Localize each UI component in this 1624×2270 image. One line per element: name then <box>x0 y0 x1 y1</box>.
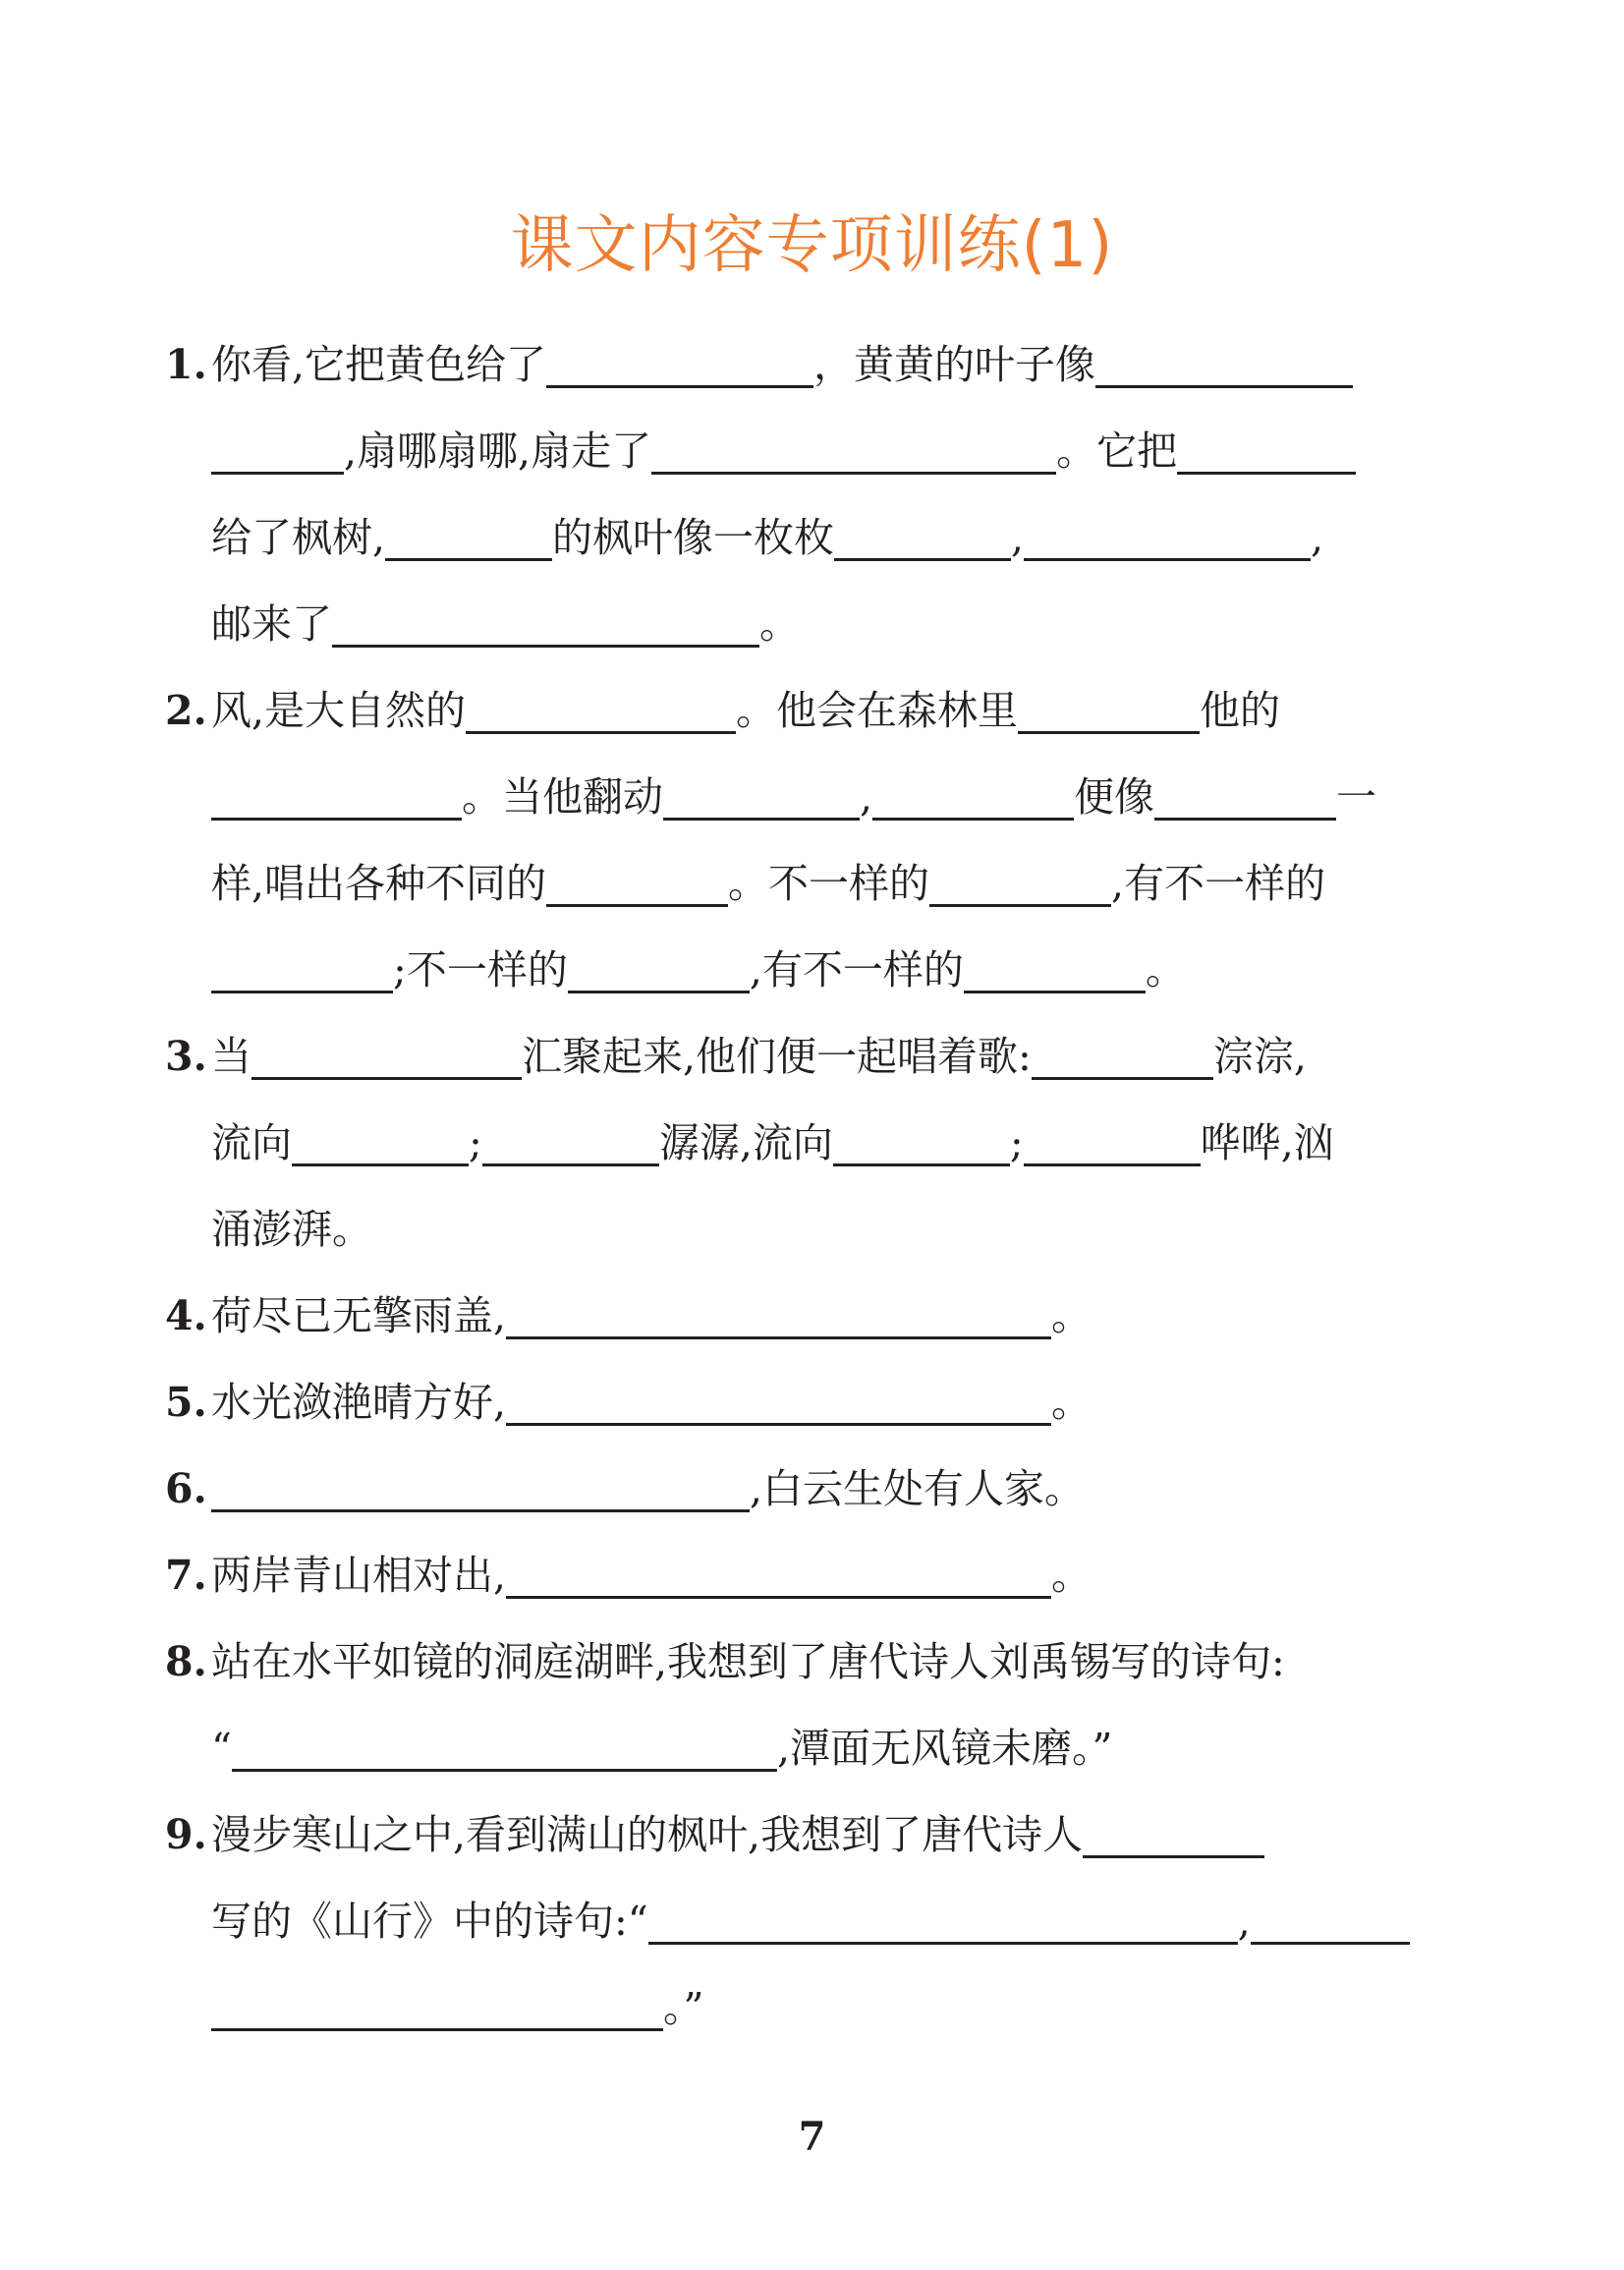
question-4 <box>165 1281 1092 1350</box>
question-1-line-3 <box>211 503 1323 572</box>
answer-blank[interactable] <box>1018 682 1200 734</box>
question-text: 哗哗,汹 <box>1200 1119 1334 1166</box>
question-text: ;不一样的 <box>393 946 568 993</box>
question-1-line-2 <box>211 417 1356 485</box>
question-text: 流向 <box>211 1119 292 1166</box>
answer-blank[interactable] <box>506 1547 1051 1599</box>
question-text: 他的 <box>1200 687 1281 734</box>
answer-blank[interactable] <box>506 1374 1051 1426</box>
answer-blank[interactable] <box>232 1720 777 1772</box>
question-text: 邮来了 <box>211 600 332 648</box>
answer-blank[interactable] <box>1177 423 1356 475</box>
answer-blank[interactable] <box>872 768 1074 821</box>
question-number: 1. <box>165 341 207 388</box>
question-text: 汇聚起来,他们便一起唱着歌: <box>522 1033 1032 1080</box>
question-3-line-3 <box>211 1195 372 1264</box>
question-text: “ <box>211 1725 232 1772</box>
question-text: ,有不一样的 <box>749 946 964 993</box>
answer-blank[interactable] <box>466 682 736 734</box>
answer-blank[interactable] <box>1083 1806 1264 1858</box>
question-7 <box>165 1541 1092 1610</box>
question-text: 涌澎湃。 <box>211 1206 372 1253</box>
question-text: 你看,它把黄色给了 <box>211 341 547 388</box>
question-text: 。 <box>1051 1292 1092 1339</box>
question-text: 。当他翻动 <box>462 773 663 821</box>
question-text: ,扇哪扇哪,扇走了 <box>344 427 652 475</box>
question-6 <box>165 1454 1085 1523</box>
answer-blank[interactable] <box>1024 509 1311 561</box>
question-9-line-1 <box>165 1800 1264 1869</box>
question-number: 6. <box>165 1465 207 1512</box>
question-text: 水光潋滟晴方好, <box>211 1379 507 1426</box>
answer-blank[interactable] <box>964 941 1146 993</box>
question-text: 。不一样的 <box>728 860 930 907</box>
question-text: 。” <box>663 1984 704 2031</box>
question-text: 。 <box>759 600 800 648</box>
question-9-line-2 <box>211 1887 1410 1956</box>
question-number: 2. <box>165 687 207 734</box>
answer-blank[interactable] <box>546 336 813 388</box>
question-text: ,潭面无风镜未磨。” <box>776 1725 1113 1772</box>
question-text: 两岸青山相对出, <box>211 1552 507 1599</box>
question-text: ; <box>469 1119 482 1166</box>
question-text: 样,唱出各种不同的 <box>211 860 547 907</box>
answer-blank[interactable] <box>385 509 552 561</box>
question-9-line-3 <box>211 1973 703 2042</box>
answer-blank[interactable] <box>252 1028 522 1080</box>
answer-blank[interactable] <box>929 855 1111 907</box>
answer-blank[interactable] <box>1154 768 1336 821</box>
question-number: 8. <box>165 1638 207 1685</box>
question-1-line-4 <box>211 590 800 658</box>
answer-blank[interactable] <box>648 1893 1238 1945</box>
answer-blank[interactable] <box>834 509 1011 561</box>
question-8-line-1 <box>165 1627 1285 1696</box>
answer-blank[interactable] <box>651 423 1056 475</box>
question-2-line-4 <box>211 936 1186 1004</box>
question-text: 给了枫树, <box>211 514 386 561</box>
question-number: 7. <box>165 1552 207 1599</box>
question-number: 3. <box>165 1033 207 1080</box>
question-text: 当 <box>211 1033 252 1080</box>
question-text: 淙淙, <box>1212 1033 1307 1080</box>
question-text: 。 <box>1145 946 1186 993</box>
question-text: , <box>1237 1898 1251 1945</box>
question-text: , <box>1011 514 1025 561</box>
answer-blank[interactable] <box>833 1114 1010 1166</box>
question-text: ; <box>1009 1119 1024 1166</box>
question-text: , <box>860 773 873 821</box>
question-1-line-1 <box>165 330 1353 399</box>
question-text: 。 <box>1051 1379 1092 1426</box>
question-text: ,白云生处有人家。 <box>750 1465 1086 1512</box>
answer-blank[interactable] <box>211 1979 663 2031</box>
question-8-line-2 <box>211 1714 1112 1783</box>
answer-blank[interactable] <box>211 1460 750 1512</box>
page-number: 7 <box>798 2114 826 2160</box>
answer-blank[interactable] <box>1024 1114 1201 1166</box>
question-text: 。它把 <box>1056 427 1178 475</box>
answer-blank[interactable] <box>546 855 728 907</box>
answer-blank[interactable] <box>482 1114 659 1166</box>
page-title: 课文内容专项训练(1) <box>510 209 1114 282</box>
question-text: 写的《山行》中的诗句:“ <box>211 1898 648 1945</box>
answer-blank[interactable] <box>292 1114 469 1166</box>
question-2-line-3 <box>211 849 1325 918</box>
question-3-line-2 <box>211 1108 1334 1177</box>
answer-blank[interactable] <box>568 941 750 993</box>
answer-blank[interactable] <box>1095 336 1353 388</box>
question-text: 一 <box>1336 773 1377 821</box>
question-text: 的枫叶像一枚枚 <box>552 514 835 561</box>
question-text: 。他会在森林里 <box>736 687 1019 734</box>
answer-blank[interactable] <box>506 1287 1051 1339</box>
question-2-line-1 <box>165 676 1280 745</box>
answer-blank[interactable] <box>1032 1028 1213 1080</box>
answer-blank[interactable] <box>211 768 462 821</box>
answer-blank[interactable] <box>663 768 860 821</box>
question-2-line-2 <box>211 763 1376 831</box>
question-text: 便像 <box>1074 773 1155 821</box>
answer-blank[interactable] <box>1251 1893 1410 1945</box>
question-5 <box>165 1368 1092 1437</box>
question-3-line-1 <box>165 1022 1307 1091</box>
question-text: ，黄黄的叶子像 <box>813 341 1096 388</box>
question-text: 潺潺,流向 <box>658 1119 833 1166</box>
question-text: 风,是大自然的 <box>211 687 467 734</box>
question-number: 4. <box>165 1292 207 1339</box>
question-text: , <box>1311 514 1324 561</box>
question-number: 5. <box>165 1379 207 1426</box>
answer-blank[interactable] <box>211 423 344 475</box>
question-text: 荷尽已无擎雨盖, <box>211 1292 507 1339</box>
question-number: 9. <box>165 1811 207 1858</box>
question-text: ,有不一样的 <box>1111 860 1326 907</box>
question-text: 站在水平如镜的洞庭湖畔,我想到了唐代诗人刘禹锡写的诗句: <box>211 1638 1285 1685</box>
answer-blank[interactable] <box>332 596 759 648</box>
question-text: 漫步寒山之中,看到满山的枫叶,我想到了唐代诗人 <box>211 1811 1084 1858</box>
question-text: 。 <box>1051 1552 1092 1599</box>
answer-blank[interactable] <box>211 941 393 993</box>
